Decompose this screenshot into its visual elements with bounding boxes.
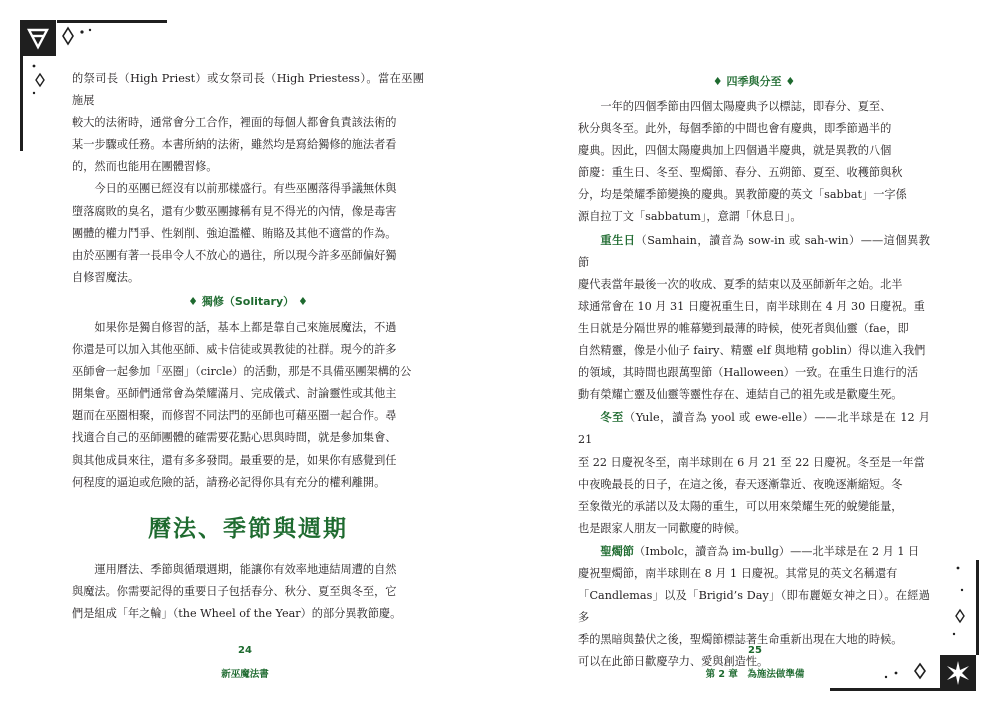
text-line: 中夜晚最長的日子，在這之後，春天逐漸靠近、夜晚逐漸縮短。冬 [578, 477, 903, 491]
diamond-ornament-icon [880, 655, 940, 685]
paragraph-solitary [72, 317, 424, 494]
top-border-line [57, 20, 167, 23]
page-number-left: 24 [238, 645, 252, 656]
body-text-left-1 [72, 68, 424, 289]
text-line: 自修習魔法。 [72, 270, 140, 284]
diamond-ornament-icon [60, 26, 100, 50]
text-line: 的祭司長（High Priest）或女祭司長（High Priestess）。當在巫團施展 [72, 72, 424, 108]
text-line: 慶代表當年最後一次的收成、夏季的結束以及巫師新年之始。北半 [578, 277, 903, 291]
running-head-left: 新巫魔法書 [221, 669, 269, 680]
paragraph-seasons [578, 96, 930, 229]
text-line: 分，均是榮耀季節變換的慶典。異教節慶的英文「sabbat」一字係 [578, 188, 907, 202]
text-line: 也是跟家人朋友一同歡慶的時候。 [578, 521, 746, 535]
text-line: 墮落腐敗的臭名，還有少數巫團據稱有見不得光的內情，像是毒害 [72, 204, 397, 218]
right-border-line [976, 560, 979, 655]
left-border-line [20, 56, 23, 151]
text-line: 某一步驟或任務。本書所納的法術，雖然均是寫給獨修的施法者看 [72, 138, 397, 152]
triangle-sigil-icon [20, 20, 56, 56]
section-heading-seasons: ♦ 四季與分至 ♦ [712, 75, 796, 88]
text-line: （Yule，讀音為 yool 或 ewe-elle）——北半球是在 12 月 21 [578, 411, 930, 447]
term-yule: 冬至 [600, 410, 624, 425]
text-line: 開集會。巫師們通常會為榮耀滿月、完成儀式、討論靈性或其他主 [72, 387, 397, 401]
text-line: 今日的巫團已經沒有以前那樣盛行。有些巫團落得爭議無休與 [94, 182, 397, 196]
body-text-left-2 [72, 317, 424, 494]
body-text-right [578, 96, 930, 673]
text-line: 季的黑暗與蟄伏之後，聖燭節標誌著生命重新出現在大地的時候。 [578, 633, 903, 647]
text-line: 「Candlemas」以及「Brigid’s Day」（即布麗姬女神之日）。在經過多 [578, 589, 930, 625]
text-line: 團體的權力鬥爭、性剝削、強迫濫權、賄賂及其他不適當的作為。 [72, 226, 397, 240]
bottom-border-line [830, 688, 940, 691]
page-number-right: 25 [748, 645, 762, 656]
paragraph-calendar [72, 559, 424, 625]
text-line: 慶典。因此，四個太陽慶典加上四個過半慶典，就是異教的八個 [578, 144, 892, 158]
diamond-ornament-icon [940, 560, 970, 650]
text-line: 至象徵光的承諾以及太陽的重生，可以用來榮耀生死的蛻變能量， [578, 499, 903, 513]
text-line: 與其他成員來往，還有多多發問。最重要的是，如果你有感覺到任 [72, 453, 397, 467]
text-line: 可以在此節日歡慶孕力、愛與創造性。 [578, 655, 769, 669]
term-samhain: 重生日 [600, 232, 636, 247]
text-line: 秋分與冬至。此外，每個季節的中間也會有慶典，即季節過半的 [578, 122, 892, 136]
text-line: 動有榮耀亡靈及仙靈等靈性存在、連結自己的祖先或是歡慶生死。 [578, 388, 903, 402]
text-line: 生日就是分隔世界的帷幕變到最薄的時候，使死者與仙靈（fae，即 [578, 321, 909, 335]
text-line: 源自拉丁文「sabbatum」，意謂「休息日」。 [578, 210, 802, 224]
text-line: 自然精靈，像是小仙子 fairy、精靈 elf 與地精 goblin）得以進入我們 [578, 344, 926, 358]
star-burst-icon [940, 655, 976, 691]
text-line: 球通常會在 10 月 31 日慶祝重生日，南半球則在 4 月 30 日慶祝。重 [578, 299, 925, 313]
diamond-ornament-icon [28, 60, 52, 100]
text-line: 找適合自己的巫師團體的確需要花點心思與時間，就是參加集會、 [72, 431, 397, 445]
text-line: 們是組成「年之輪」（the Wheel of the Year）的部分異教節慶。 [72, 607, 402, 621]
text-line: 慶祝聖燭節，南半球則在 8 月 1 日慶祝。其常見的英文名稱還有 [578, 566, 898, 580]
text-line: 如果你是獨自修習的話，基本上都是靠自己來施展魔法，不過 [94, 321, 397, 334]
right-page [500, 0, 999, 709]
paragraph-coven-decline [72, 178, 424, 288]
text-line: 至 22 日慶祝冬至，南半球則在 6 月 21 至 22 日慶祝。冬至是一年當 [578, 455, 925, 469]
paragraph-samhain [578, 229, 930, 407]
chapter-section-title: 曆法、季節與週期 [148, 516, 348, 542]
text-line: 巫師會一起參加「巫圈」（circle）的活動，那是不具備巫團架構的公 [72, 365, 412, 379]
paragraph-coven-roles [72, 68, 424, 178]
text-line: 由於巫團有著一長串令人不放心的過往，所以現今許多巫師偏好獨 [72, 248, 397, 262]
text-line: 的，然而也能用在團體習修。 [72, 160, 218, 174]
text-line: 節慶：重生日、冬至、聖燭節、春分、五朔節、夏至、收穫節與秋 [578, 166, 903, 180]
running-head-right: 第 2 章 為施法做準備 [705, 669, 805, 680]
body-text-left-3 [72, 559, 424, 625]
text-line: （Samhain，讀音為 sow-in 或 sah-win）——這個異教節 [578, 233, 930, 269]
text-line: 一年的四個季節由四個太陽慶典予以標誌，即春分、夏至、 [600, 100, 892, 113]
text-line: 何程度的逼迫或危險的話，請務必記得你具有充分的權利離開。 [72, 475, 386, 489]
section-heading-solitary: ♦ 獨修（Solitary） ♦ [188, 295, 308, 308]
text-line: 與魔法。你需要記得的重要日子包括春分、秋分、夏至與冬至，它 [72, 585, 397, 599]
text-line: 題而在巫圈相聚，而修習不同法門的巫師也可藉巫圈一起合作。尋 [72, 409, 397, 423]
term-imbolc: 聖燭節 [600, 543, 634, 558]
text-line: 你還是可以加入其他巫師、威卡信徒或異教徒的社群。現今的許多 [72, 343, 397, 357]
left-page [0, 0, 499, 709]
text-line: 較大的法術時，通常會分工合作，裡面的每個人都會負責該法術的 [72, 116, 397, 130]
text-line: 運用曆法、季節與循環週期，能讓你有效率地連結周遭的自然 [94, 563, 397, 576]
paragraph-yule [578, 406, 930, 540]
text-line: 的領域，其時間也跟萬聖節（Halloween）一致。在重生日進行的活 [578, 366, 919, 380]
text-line: （Imbolc，讀音為 im-bullg）——北半球是在 2 月 1 日 [633, 544, 920, 558]
